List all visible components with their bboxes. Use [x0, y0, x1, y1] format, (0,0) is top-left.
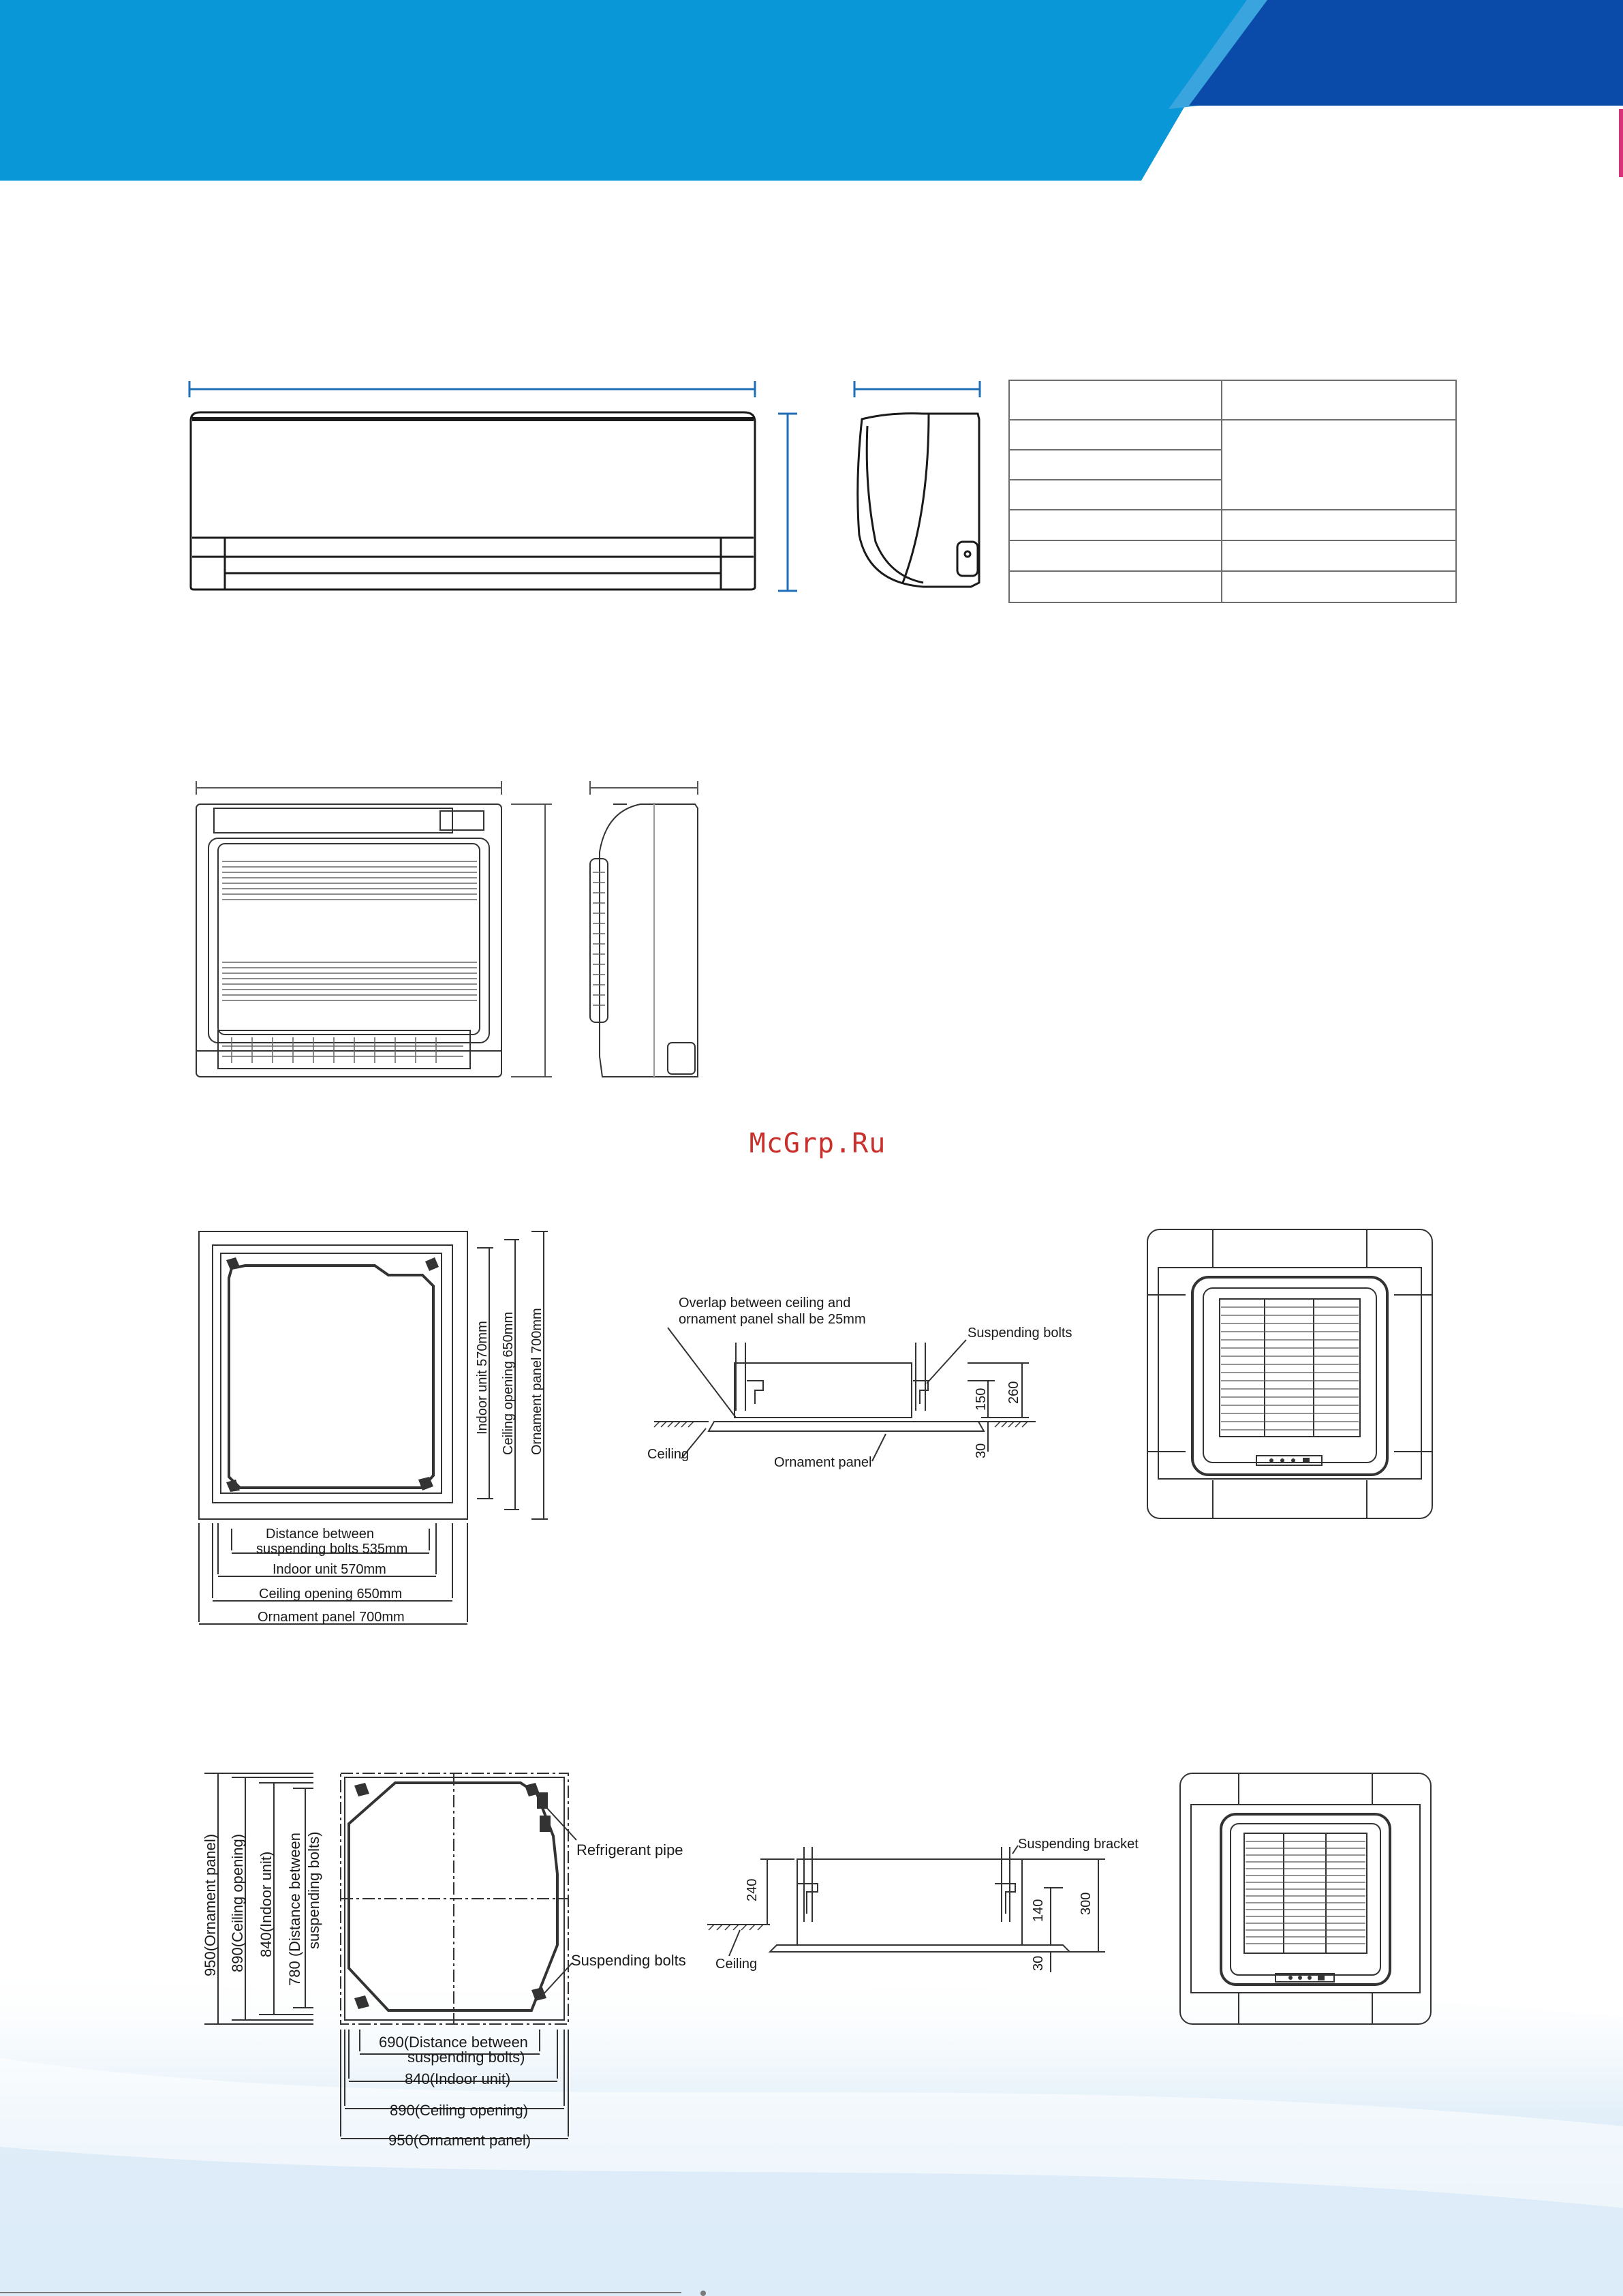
wall-unit-front-view — [184, 378, 804, 603]
header-banner — [0, 0, 1623, 181]
dim-bolts-label-line2: suspending bolts 535mm — [256, 1542, 408, 1557]
suspending-bolts-label: Suspending bolts — [968, 1326, 1072, 1341]
cassette-large-top-view — [191, 1765, 709, 2167]
spec-table-cell — [1009, 480, 1222, 510]
dim-indoor-unit-vertical: Indoor unit 570mm — [475, 1321, 490, 1435]
overlap-note-line1: Overlap between ceiling and — [679, 1296, 851, 1311]
console-unit-side-view — [586, 770, 702, 1084]
width-dimension-line — [189, 381, 755, 397]
dim-ceiling-opening-horizontal: Ceiling opening 650mm — [259, 1587, 403, 1602]
cassette-small-section-view — [640, 1288, 1090, 1479]
spec-table-cell — [1009, 380, 1222, 420]
dim-indoor-unit-horizontal: 840(Indoor unit) — [405, 2070, 511, 2087]
footer-rule — [0, 2290, 1623, 2296]
dim-260: 260 — [1006, 1381, 1021, 1404]
dim-ornament-panel-vertical: 950(Ornament panel) — [202, 1833, 219, 1976]
refrigerant-pipe-label: Refrigerant pipe — [576, 1841, 683, 1858]
dim-ornament-panel-horizontal: Ornament panel 700mm — [258, 1610, 405, 1625]
dim-ceiling-opening-vertical: 890(Ceiling opening) — [229, 1833, 246, 1972]
spec-table-cell — [1222, 420, 1456, 510]
dim-bolts-vertical-line1: 780 (Distance between — [286, 1832, 303, 1986]
dim-150: 150 — [974, 1388, 989, 1411]
dim-indoor-unit-horizontal: Indoor unit 570mm — [273, 1562, 386, 1577]
spec-table-cell — [1222, 540, 1456, 571]
dim-30: 30 — [974, 1443, 989, 1458]
depth-dimension-line — [854, 381, 980, 397]
dim-bolts-label-line2: suspending bolts) — [407, 2049, 525, 2066]
spec-table-cell — [1009, 420, 1222, 450]
cassette-large-section-view — [702, 1826, 1138, 1983]
dim-bolts-vertical-line2: suspending bolts) — [305, 1831, 322, 1949]
cassette-small-top-view — [191, 1223, 559, 1639]
watermark: McGrp.Ru — [749, 1128, 886, 1159]
dim-140: 140 — [1031, 1899, 1046, 1922]
cassette-large-panel-view — [1177, 1771, 1433, 2027]
dim-ornament-panel-horizontal: 950(Ornament panel) — [388, 2132, 531, 2149]
console-unit-front-view — [191, 770, 559, 1084]
spec-table-cell — [1009, 571, 1222, 602]
spec-table-cell — [1222, 510, 1456, 540]
ceiling-label: Ceiling — [647, 1447, 690, 1462]
suspending-bolts-label: Suspending bolts — [571, 1952, 686, 1969]
spec-table-cell — [1009, 540, 1222, 571]
spec-table-cell — [1009, 450, 1222, 480]
overlap-note-line2: ornament panel shall be 25mm — [679, 1312, 866, 1327]
wall-unit-side-view — [848, 378, 985, 603]
spec-table — [1008, 380, 1457, 603]
suspending-bracket-label: Suspending bracket — [1018, 1837, 1139, 1852]
dim-240: 240 — [745, 1878, 760, 1901]
spec-table-cell — [1009, 510, 1222, 540]
dim-ceiling-opening-vertical: Ceiling opening 650mm — [501, 1311, 516, 1455]
spec-table-cell — [1222, 571, 1456, 602]
dim-30: 30 — [1031, 1955, 1046, 1971]
dim-bolts-label-line1: Distance between — [266, 1527, 374, 1542]
spec-table-cell — [1222, 380, 1456, 420]
dim-indoor-unit-vertical: 840(Indoor unit) — [258, 1851, 275, 1957]
dim-ornament-panel-vertical: Ornament panel 700mm — [529, 1308, 544, 1455]
height-dimension-line — [778, 414, 797, 591]
dim-300: 300 — [1079, 1892, 1094, 1915]
ceiling-label: Ceiling — [715, 1957, 758, 1972]
dim-bolts-label-line1: 690(Distance between — [379, 2034, 528, 2051]
cassette-small-panel-view — [1145, 1227, 1434, 1521]
ornament-panel-label: Ornament panel — [774, 1455, 872, 1470]
dim-ceiling-opening-horizontal: 890(Ceiling opening) — [390, 2102, 529, 2119]
